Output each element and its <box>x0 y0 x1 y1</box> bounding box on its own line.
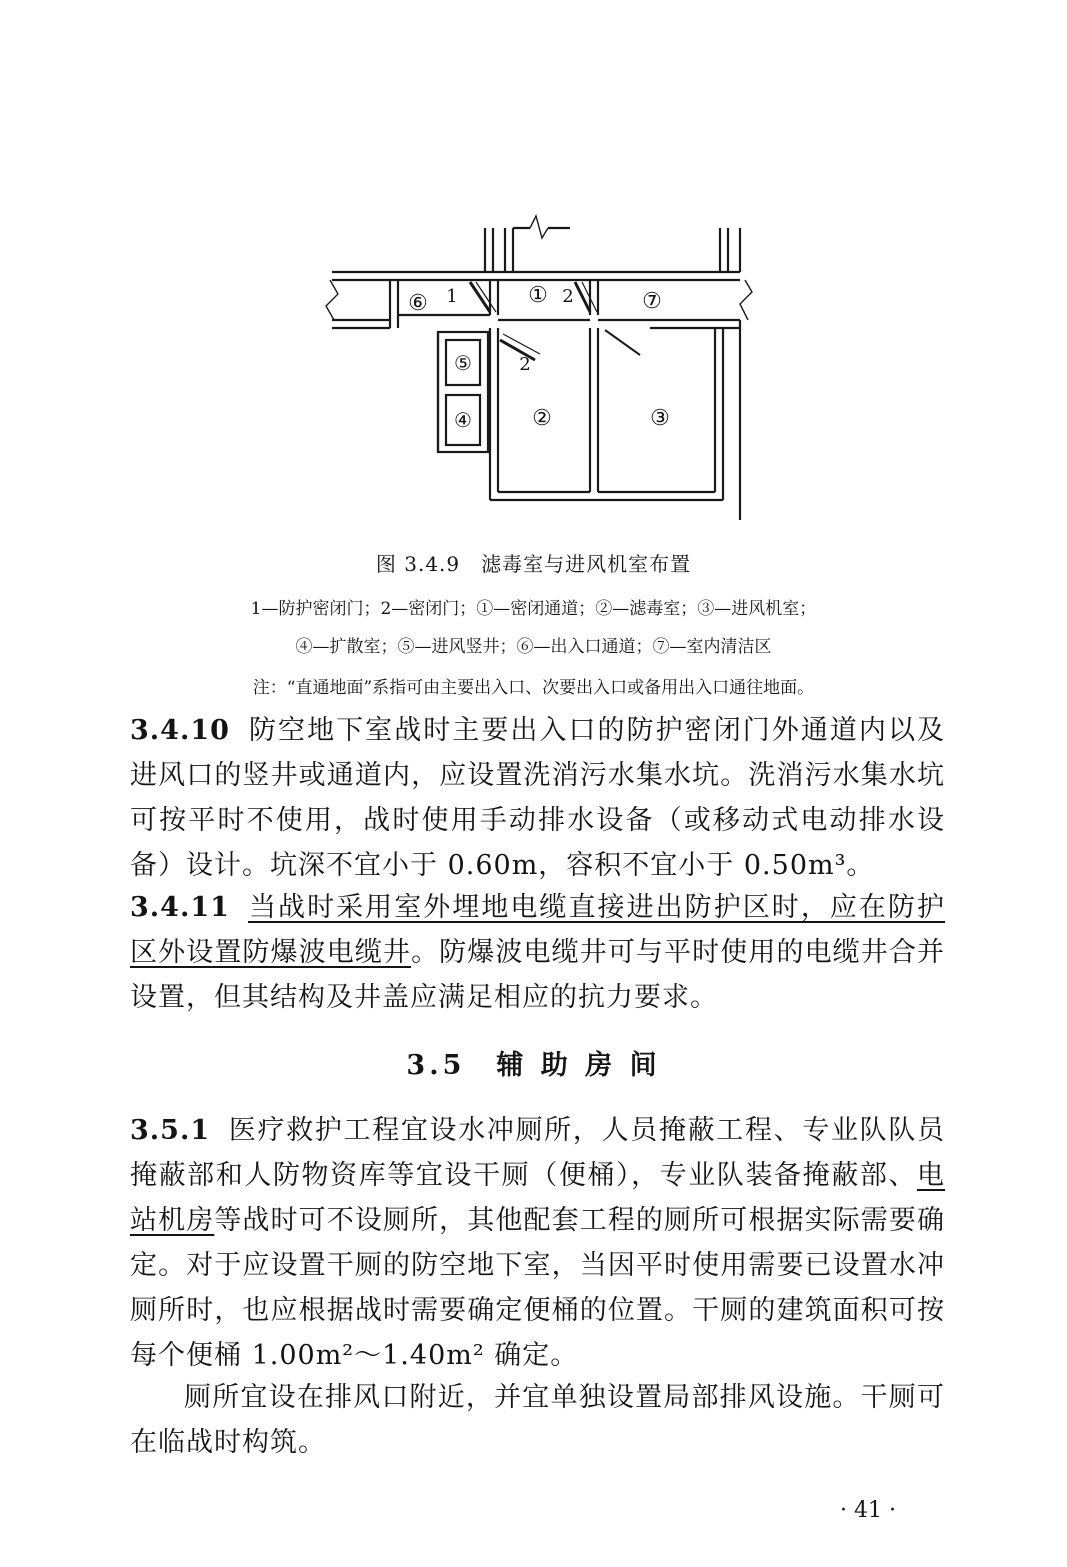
label-3: ③ <box>650 406 670 431</box>
clause-number: 3.4.10 <box>130 715 230 746</box>
label-door-2b: 2 <box>519 354 531 375</box>
section-title: 3.5 辅 助 房 间 <box>406 1050 661 1081</box>
clause-text-underlined: 电站机房 <box>130 1160 945 1236</box>
label-2: ② <box>532 406 552 431</box>
clause-3-5-1 <box>130 1108 945 1378</box>
label-6: ⑥ <box>408 291 428 316</box>
floor-plan-diagram <box>320 210 760 530</box>
clause-3-4-10 <box>130 708 945 888</box>
clause-text: 等战时可不设厕所，其他配套工程的厕所可根据实际需要确定。对于应设置干厕的防空地下室，当因平时使用需要已设置水冲厕所时，也应根据战时需要确定便桶的位置。干厕的建筑面积可按每个便桶 1.00m²～1.40m² 确定。 <box>130 1205 946 1371</box>
figure-note: 注：“直通地面”系指可由主要出入口、次要出入口或备用出入口通往地面。 <box>252 678 815 698</box>
figure-legend-line-1: 1—防护密闭门；2—密闭门；①—密闭通道；②—滤毒室；③—进风机室； <box>250 599 817 619</box>
clause-number: 3.4.11 <box>130 892 230 923</box>
clause-text-underlined: 当战时采用室外埋地电缆直接进出防护区时，应在防护区外设置防爆波电缆井 <box>130 892 945 968</box>
clause-number: 3.5.1 <box>130 1115 211 1146</box>
figure-title: 图 3.4.9 滤毒室与进风机室布置 <box>375 552 692 576</box>
label-4: ④ <box>454 408 472 432</box>
clause-text: 防空地下室战时主要出入口的防护密闭门外通道内以及进风口的竖井或通道内，应设置洗消污水集水坑。洗消污水集水坑可按平时不使用，战时使用手动排水设备（或移动式电动排水设备）设计。坑深不宜小于 0.60m，容积不宜小于 0.50m³。 <box>130 715 945 881</box>
label-door-2a: 2 <box>562 286 574 307</box>
label-1: ① <box>528 283 548 308</box>
clause-text: 医疗救护工程宜设水冲厕所，人员掩蔽工程、专业队队员掩蔽部和人防物资库等宜设干厕（便桶），专业队装备掩蔽部、 <box>130 1115 945 1191</box>
label-7: ⑦ <box>642 289 662 314</box>
clause-3-4-11 <box>130 885 945 1020</box>
clause-text: 。防爆波电缆井可与平时使用的电缆井合并设置，但其结构及井盖应满足相应的抗力要求。 <box>130 937 946 1013</box>
figure-legend-line-2: ④—扩散室；⑤—进风竖井；⑥—出入口通道；⑦—室内清洁区 <box>295 637 772 657</box>
page-number: · 41 · <box>840 1498 896 1523</box>
clause-3-5-1-para-2: 厕所宜设在排风口附近，并宜单独设置局部排风设施。干厕可在临战时构筑。 <box>130 1382 945 1458</box>
label-door-1: 1 <box>446 286 458 307</box>
label-5: ⑤ <box>454 351 472 375</box>
